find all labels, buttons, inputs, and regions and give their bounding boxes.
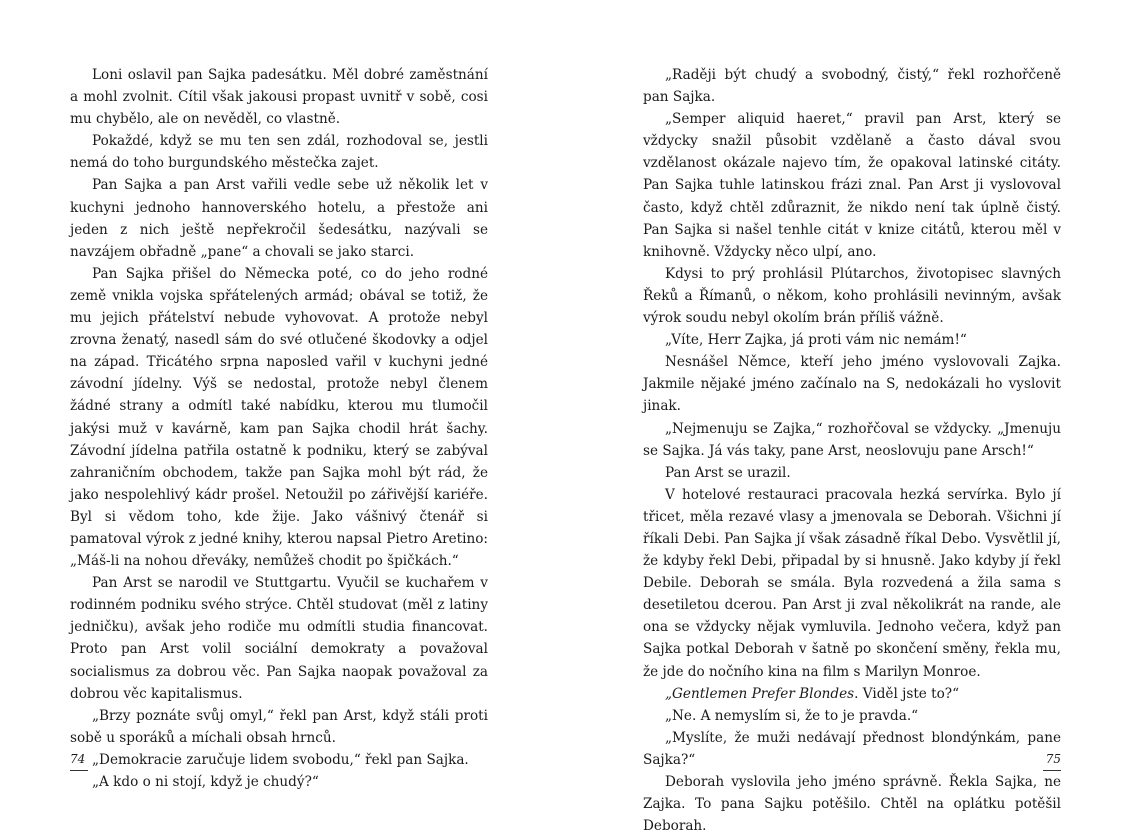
paragraph: Pan Sajka přišel do Německa poté, co do jeho rodné země vnikla vojska spřátelených armád; obával se totiž, že mu jejich přátelství nebude vyhovovat. A protože nebyl zrovna ženatý, nasedl sám do své otlučené škodovky a odjel na západ. Třicátého srpna naposled vařil v kuchyni jedné závodní jídelny. Výš se nedostal, protože nebyl členem žádné strany a odmítl také nabídku, kterou mu tlumočil jakýsi muž v kavárně, kam pan Sajka chodil hrát šachy. Závodní jídelna patřila ostatně k podniku, který se zabýval zahraničním obchodem, takže pan Sajka mohl být rád, že jako nespolehlivý kádr prošel. Netoužil po zářivější kariéře. Byl si vědom toho, kde žije. Jako vášnivý čtenář si pamatoval výrok z jedné knihy, kterou napsal Pietro Aretino: „Máš-li na nohou dřeváky, nemůžeš chodit po špičkách.“ bbox=[70, 265, 488, 570]
paragraph: „Raději být chudý a svobodný, čistý,“ řekl rozhořčeně pan Sajka. bbox=[643, 67, 1061, 106]
paragraph: V hotelové restauraci pracovala hezká servírka. Bylo jí třicet, měla rezavé vlasy a jmenovala se Deborah. Všichni jí říkali Debi. Pan Sajka jí však zásadně říkal Debo. Vysvětlil jí, že kdyby řekl Debi, připadal by si hnusně. Jako kdyby jí řekl Debile. Deborah se smála. Byla rozvedená a žila sama s desetiletou dcerou. Pan Arst ji zval několikrát na rande, ale ona se vždycky nějak vymluvila. Jednoho večera, když pan Sajka potkal Deborah v šatně po skončení směny, řekla mu, že jde do nočního kina na film s Marilyn Monroe. bbox=[643, 486, 1061, 680]
paragraph: „Semper aliquid haeret,“ pravil pan Arst, který se vždycky snažil působit vzdělaně a často dával svou vzdělanost okázale najevo tím, že opakoval latinské citáty. Pan Sajka tuhle latinskou frázi znal. Pan Arst ji vyslovoval často, když chtěl zdůraznit, že nikdo není tak úplně čistý. Pan Sajka si našel tenhle citát v knize citátů, kterou měl v knihovně. Vždycky něco ulpí, ano. bbox=[643, 111, 1061, 260]
paragraph-film-title bbox=[643, 683, 1061, 705]
paragraph: Pan Arst se narodil ve Stuttgartu. Vyučil se kuchařem v rodinném podniku svého strýce. Chtěl studovat (měl z latiny jedničku), avšak jeho rodiče mu odmítli studia financovat. Proto pan Arst volil sociální demokraty a považoval socialismus za dobrou věc. Pan Sajka naopak považoval za dobrou věc kapitalismus. bbox=[70, 575, 488, 702]
paragraph: Kdysi to prý prohlásil Plútarchos, životopisec slavných Řeků a Římanů, o někom, koho prohlásili nevinným, avšak výrok soudu nebyl okolím brán příliš vážně. bbox=[643, 265, 1061, 327]
paragraph: „A kdo o ni stojí, když je chudý?“ bbox=[92, 774, 319, 790]
right-page bbox=[643, 64, 1061, 837]
paragraph: „Demokracie zaručuje lidem svobodu,“ řekl pan Sajka. bbox=[92, 751, 469, 768]
paragraph: „Víte, Herr Zajka, já proti vám nic nemám!“ bbox=[665, 332, 967, 349]
page-number-rule-left bbox=[70, 770, 88, 771]
film-title-rest: . Viděl jste to?“ bbox=[854, 685, 960, 702]
page-number-rule-right bbox=[1043, 770, 1061, 771]
paragraph: „Ne. A nemyslím si, že to je pravda.“ bbox=[665, 707, 919, 724]
paragraph: Pokaždé, když se mu ten sen zdál, rozhodoval se, jestli nemá do toho burgundského městečka zajet. bbox=[70, 133, 488, 172]
page-number-right: 75 bbox=[1045, 752, 1061, 766]
paragraph: „Myslíte, že muži nedávají přednost blondýnkám, pane Sajka?“ bbox=[643, 729, 1061, 768]
paragraph: „Brzy poznáte svůj omyl,“ řekl pan Arst, když stáli proti sobě u sporáků a míchali obsah hrnců. bbox=[70, 707, 488, 746]
left-page bbox=[70, 64, 488, 793]
paragraph: Nesnášel Němce, kteří jeho jméno vyslovovali Zajka. Jakmile nějaké jméno začínalo na S, nedokázali ho vyslovit jinak. bbox=[643, 354, 1061, 415]
page-number-left: 74 bbox=[70, 752, 86, 766]
paragraph: Deborah vyslovila jeho jméno správně. Řekla Sajka, ne Zajka. To pana Sajku potěšilo. Chtěl na oplátku potěšil Deborah. bbox=[643, 774, 1061, 835]
paragraph: Pan Arst se urazil. bbox=[665, 464, 791, 481]
paragraph: „Nejmenuju se Zajka,“ rozhořčoval se vždycky. „Jmenuju se Sajka. Já vás taky, pane Arst, neoslovuju pane Arsch!“ bbox=[643, 420, 1061, 459]
film-title: „Gentlemen Prefer Blondes bbox=[665, 685, 855, 702]
paragraph: Pan Sajka a pan Arst vařili vedle sebe už několik let v kuchyni jednoho hannoverského hotelu, a přestože ani jeden z nich ještě nepřekročil šedesátku, nazývali se navzájem obřadně „pane“ a chovali se jako starci. bbox=[70, 177, 488, 260]
paragraph: Loni oslavil pan Sajka padesátku. Měl dobré zaměstnání a mohl zvolnit. Cítil však jakousi propast uvnitř v sobě, cosi mu chybělo, ale on nevěděl, co vlastně. bbox=[70, 67, 488, 128]
